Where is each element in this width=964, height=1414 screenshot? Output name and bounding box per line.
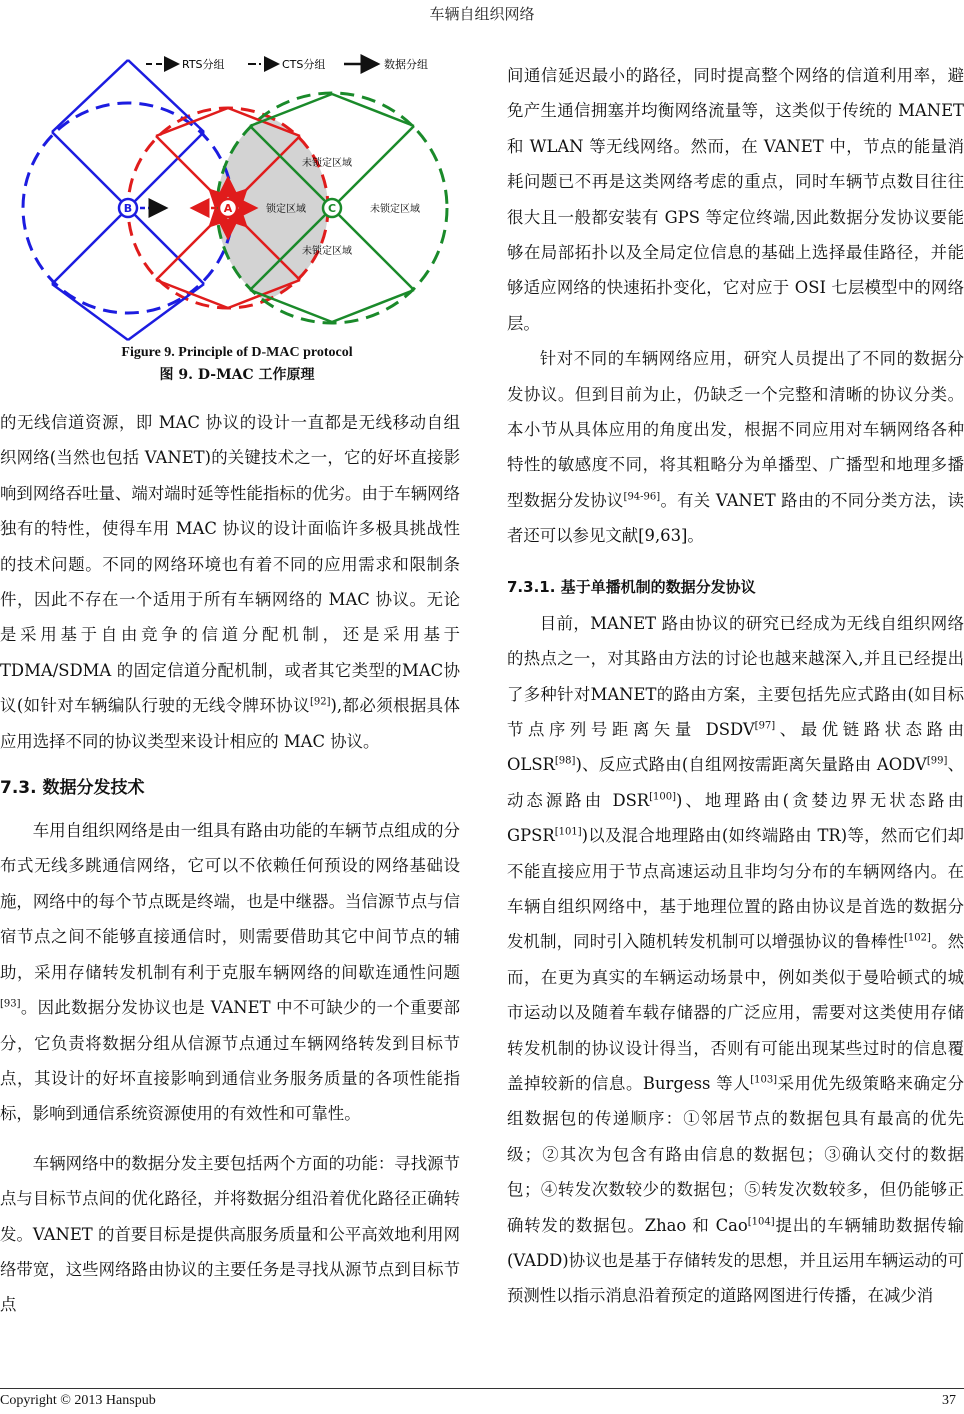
dmac-diagram (0, 40, 474, 350)
left-paragraph-1 (0, 405, 460, 759)
right-p3-text-b: 、最优链路状态路由 OLSR (507, 719, 964, 775)
left-paragraph-2 (0, 813, 460, 1132)
left-p2-text-a: 车用自组织网络是由一组具有路由功能的车辆节点组成的分布式无线多跳通信网络，它可以不依赖任何预设的网络基础设施，网络中的每个节点既是终端，也是中继器。当信源节点与信宿节点之间不能够直接通信时，则需要借助其它中间节点的辅助，采用存储转发机制有利于克服车辆网络的间歇连通性问题 (0, 821, 460, 982)
right-p2-text-a: 针对不同的车辆网络应用，研究人员提出了不同的数据分发协议。但到目前为止，仍缺乏一个完整和清晰的协议分类。本小节从具体应用的角度出发，根据不同应用对车辆网络各种特性的敏感度不同，将其粗略分为单播型、广播型和地理多播型数据分发协议 (507, 349, 964, 510)
right-p2-text-b: 。有关 VANET 路由的不同分类方法，读者还可以参见文献[9,63]。 (507, 490, 964, 546)
right-column (507, 58, 964, 1314)
left-column (0, 405, 460, 1323)
left-p2-text-b: 。因此数据分发协议也是 VANET 中不可缺少的一个重要部分，它负责将数据分组从信源节点通过车辆网络转发到目标节点，其设计的好坏直接影响到通信业务服务质量的各项性能指标，影响到通信系统资源使用的有效性和可靠性。 (0, 998, 460, 1124)
right-p3-text-e: )、地理路由(贪婪边界无状态路由 GPSR (507, 790, 964, 846)
footer-divider (0, 1388, 964, 1389)
right-paragraph-2 (507, 341, 964, 553)
citation-98[interactable]: [98] (554, 755, 576, 767)
right-paragraph-3 (507, 606, 964, 1314)
left-p1-text-b: ),都必须根据具体应用选择不同的协议类型来设计相应的 MAC 协议。 (0, 696, 460, 751)
figure-caption-en: Figure 9. Principle of D-MAC protocol (121, 345, 353, 360)
legend-rts-label: RTS分组 (182, 58, 225, 71)
right-p3-text-h: 采用优先级策略来确定分组数据包的传递顺序：①邻居节点的数据包具有最高的优先级；②其次为包含有路由信息的数据包；③确认交付的数据包；④转发次数较少的数据包；⑤转发次数较多，但仍能够正确转发的数据包。Zhao 和 Cao (507, 1073, 964, 1235)
footer-copyright: Copyright © 2013 Hanspub (0, 1393, 156, 1408)
right-p3-text-f: )以及混合地理路由(如终端路由 TR)等，然而它们却不能直接应用于节点高速运动且非均匀分布的车辆网络内。在车辆自组织网络中，基于地理位置的路由协议是首选的数据分发机制，同时引入随机转发机制可以增强协议的鲁棒性 (507, 826, 964, 952)
left-p1-text-a: 的无线信道资源，即 MAC 协议的设计一直都是无线移动自组织网络(当然也包括 VANET)的关键技术之一，它的好坏直接影响到网络吞吐量、端对端时延等性能指标的优劣。由于车辆网络独有的特性，使得车用 MAC 协议的设计面临许多极具挑战性的技术问题。不同的网络环境也有着不同的应用需求和限制条件，因此不存在一个适用于所有车辆网络的 MAC 协议。无论是采用基于自由竞争的信道分配机制，还是采用基于 TDMA/SDMA 的固定信道分配机制，或者其它类型的MAC协议(如针对车辆编队行驶的无线令牌环协议 (0, 413, 460, 716)
citation-93[interactable]: [93] (0, 998, 21, 1010)
citation-97[interactable]: [97] (754, 720, 776, 732)
right-p3-text-a: 目前，MANET 路由协议的研究已经成为无线自组织网络的热点之一，对其路由方法的讨论也越来越深入,并且已经提出了多种针对MANET的路由方案，主要包括先应式路由(如目标节点序列号距离矢量 DSDV (507, 613, 964, 739)
citation-101[interactable]: [101] (554, 826, 582, 838)
left-paragraph-3: 车辆网络中的数据分发主要包括两个方面的功能：寻找源节点与目标节点间的优化路径，并将数据分组沿着优化路径正确转发。VANET 的首要目标是提供高服务质量和公平高效地利用网络带宽，这些网络路由协议的主要任务是寻找从源节点到目标节点 (0, 1153, 460, 1315)
citation-92[interactable]: [92] (309, 696, 331, 708)
citation-103[interactable]: [103] (750, 1074, 778, 1086)
locked-region-label: 锁定区域 (266, 204, 306, 215)
citation-102[interactable]: [102] (904, 932, 931, 944)
unlocked-bottom-label: 未锁定区域 (302, 246, 352, 257)
running-header: 车辆自组织网络 (429, 5, 535, 23)
unlocked-right-label: 未锁定区域 (370, 204, 420, 215)
node-c-label: C (327, 202, 337, 215)
citation-104[interactable]: [104] (747, 1216, 775, 1228)
citation-100[interactable]: [100] (649, 791, 677, 803)
subsection-heading-7-3-1: 7.3.1. 基于单播机制的数据分发协议 (507, 577, 756, 596)
unlocked-top-label: 未锁定区域 (302, 158, 352, 169)
footer-page-number: 37 (942, 1393, 956, 1408)
right-paragraph-1: 间通信延迟最小的路径，同时提高整个网络的信道利用率，避免产生通信拥塞并均衡网络流量等，这类似于传统的 MANET 和 WLAN 等无线网络。然而，在 VANET 中，节点的能量消耗问题已不再是这类网络考虑的重点，同时车辆节点数目往往很大且一般都安装有 GPS 等定位终端,因此数据分发协议要能够在局部拓扑以及全局定位信息的基础上选择最佳路径，并能够适应网络的快速拓扑变化，它对应于 OSI 七层模型中的网络层。 (507, 66, 964, 333)
right-p3-text-i: 提出的车辆辅助数据传输(VADD)协议也是基于存储转发的思想，并且运用车辆运动的可预测性以指示消息沿着预定的道路网图进行传播，在减少消 (507, 1215, 964, 1306)
right-p3-text-c: )、反应式路由(自组网按需距离矢量路由 AODV (575, 755, 927, 775)
node-a-label: A (223, 202, 233, 215)
section-heading-7-3: 7.3. 数据分发技术 (0, 778, 145, 799)
figure-caption-zh: 图 9. D-MAC 工作原理 (159, 367, 315, 383)
legend-cts-label: CTS分组 (282, 58, 326, 71)
node-b-label: B (123, 202, 133, 215)
legend-data-label: 数据分组 (384, 58, 428, 71)
citation-94-96[interactable]: [94-96] (623, 491, 661, 503)
right-p3-text-d: 、动态源路由 DSR (507, 755, 964, 810)
right-p3-text-g: 。然而，在更为真实的车辆运动场景中，例如类似于曼哈顿式的城市运动以及随着车载存储器的广泛应用，需要对这类使用存储转发机制的协议设计得当，否则有可能出现某些过时的信息覆盖掉较新的信息。Burgess 等人 (507, 932, 964, 1093)
figure-dmac (0, 40, 474, 390)
citation-99[interactable]: [99] (926, 755, 948, 767)
